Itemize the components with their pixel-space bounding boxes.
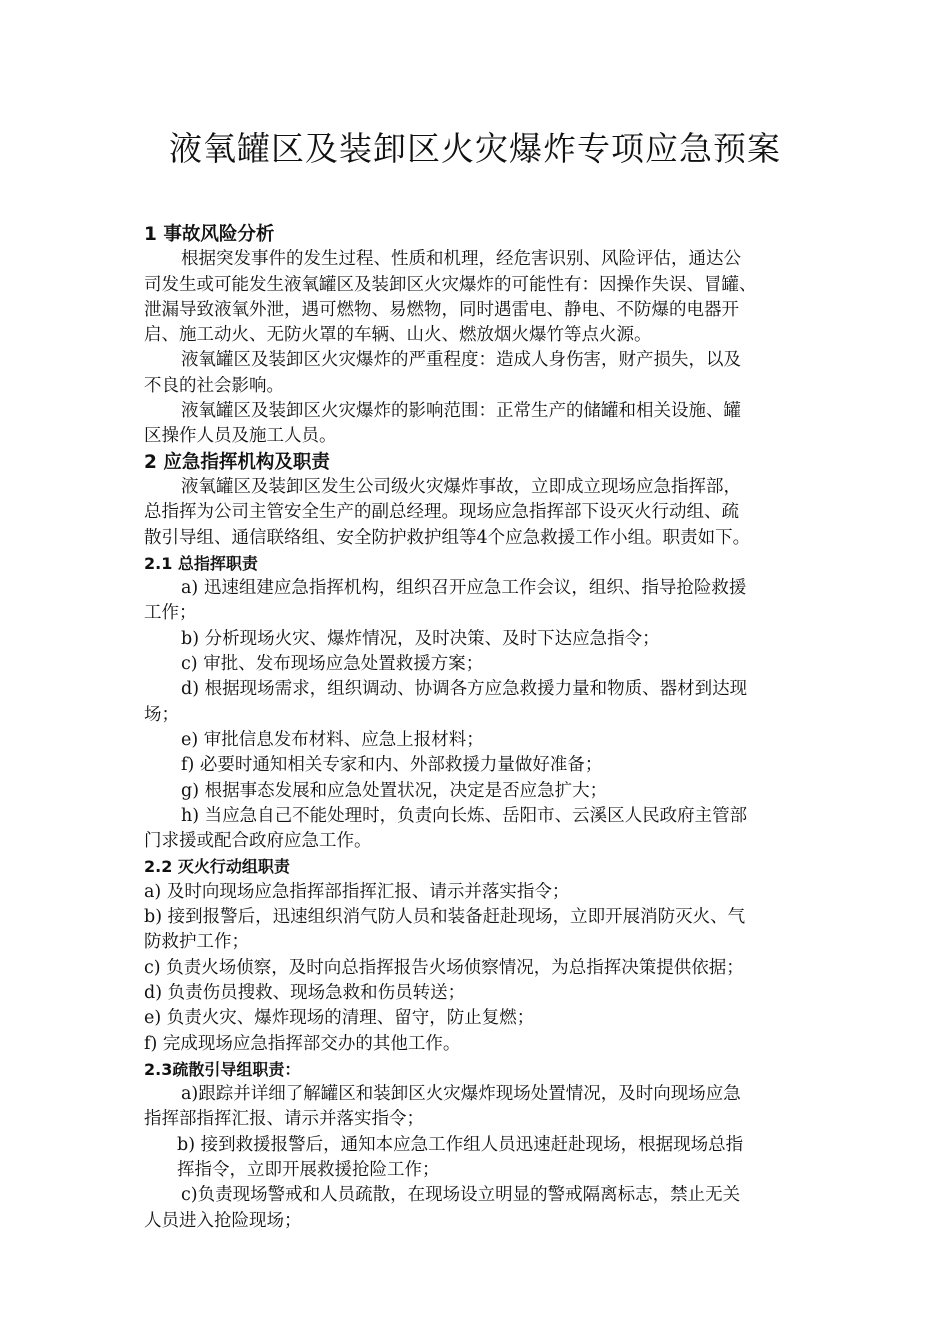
- subsection-heading: 2.2 灭火行动组职责: [144, 857, 290, 877]
- paragraph-line: c) 审批、发布现场应急处置救援方案；: [181, 654, 484, 675]
- paragraph-line: h) 当应急自己不能处理时，负责向长炼、岳阳市、云溪区人民政府主管部: [181, 805, 748, 826]
- subsection-heading: 2.1 总指挥职责: [144, 553, 258, 573]
- paragraph-line: 工作；: [144, 603, 197, 624]
- paragraph-line: 液氧罐区及装卸区火灾爆炸的影响范围：正常生产的储罐和相关设施、罐: [181, 401, 741, 422]
- section-heading: 1 事故风险分析: [144, 224, 275, 245]
- paragraph-line: 不良的社会影响。: [144, 375, 284, 396]
- paragraph-line: a) 迅速组建应急指挥机构，组织召开应急工作会议，组织、指导抢险救援: [181, 578, 747, 599]
- paragraph-line: d) 负责伤员搜救、现场急救和伤员转送；: [144, 982, 466, 1003]
- paragraph-line: b) 接到救援报警后，通知本应急工作组人员迅速赶赴现场，根据现场总指: [177, 1134, 744, 1155]
- paragraph-line: a)跟踪并详细了解罐区和装卸区火灾爆炸现场处置情况，及时向现场应急: [181, 1084, 741, 1105]
- section-heading: 2 应急指挥机构及职责: [144, 451, 330, 473]
- paragraph-line: 启、施工动火、无防火罩的车辆、山火、燃放烟火爆竹等点火源。: [144, 325, 652, 346]
- paragraph-line: 液氧罐区及装卸区火灾爆炸的严重程度：造成人身伤害，财产损失，以及: [181, 350, 741, 371]
- paragraph-line: 总指挥为公司主管安全生产的副总经理。现场应急指挥部下设灭火行动组、疏: [144, 502, 739, 523]
- document-body: [144, 222, 808, 1234]
- subsection-heading: 2.3疏散引导组职责：: [144, 1059, 301, 1079]
- paragraph-line: 指挥部指挥汇报、请示并落实指令；: [144, 1109, 424, 1130]
- paragraph-line: c) 负责火场侦察，及时向总指挥报告火场侦察情况，为总指挥决策提供依据；: [144, 957, 744, 978]
- paragraph-line: e) 审批信息发布材料、应急上报材料；: [181, 729, 484, 750]
- paragraph-line: g) 根据事态发展和应急处置状况，决定是否应急扩大；: [181, 780, 608, 801]
- paragraph-line: 人员进入抢险现场；: [144, 1210, 302, 1231]
- paragraph-line: 散引导组、通信联络组、安全防护救护组等4个应急救援工作小组。职责如下。: [144, 527, 751, 548]
- document-title: 液氧罐区及装卸区火灾爆炸专项应急预案: [169, 129, 781, 168]
- paragraph-line: 挥指令，立即开展救援抢险工作；: [177, 1159, 440, 1180]
- paragraph-line: c)负责现场警戒和人员疏散，在现场设立明显的警戒隔离标志，禁止无关: [181, 1185, 741, 1206]
- paragraph-line: 根据突发事件的发生过程、性质和机理，经危害识别、风险评估，通达公: [181, 249, 741, 270]
- paragraph-line: 液氧罐区及装卸区发生公司级火灾爆炸事故，立即成立现场应急指挥部，: [181, 476, 741, 497]
- paragraph-line: 泄漏导致液氧外泄，遇可燃物、易燃物，同时遇雷电、静电、不防爆的电器开: [144, 299, 739, 320]
- paragraph-line: b) 分析现场火灾、爆炸情况，及时决策、及时下达应急指令；: [181, 628, 660, 649]
- paragraph-line: f) 完成现场应急指挥部交办的其他工作。: [144, 1033, 461, 1054]
- paragraph-line: 区操作人员及施工人员。: [144, 426, 337, 447]
- paragraph-line: e) 负责火灾、爆炸现场的清理、留守，防止复燃；: [144, 1008, 535, 1029]
- paragraph-line: 门求援或配合政府应急工作。: [144, 831, 372, 852]
- paragraph-line: 司发生或可能发生液氧罐区及装卸区火灾爆炸的可能性有：因操作失误、冒罐、: [144, 274, 757, 295]
- paragraph-line: 场；: [144, 704, 179, 725]
- paragraph-line: b) 接到报警后，迅速组织消气防人员和装备赶赴现场，立即开展消防灭火、气: [144, 907, 746, 928]
- paragraph-line: a) 及时向现场应急指挥部指挥汇报、请示并落实指令；: [144, 881, 570, 902]
- paragraph-line: f) 必要时通知相关专家和内、外部救援力量做好准备；: [181, 755, 603, 776]
- paragraph-line: d) 根据现场需求，组织调动、协调各方应急救援力量和物质、器材到达现: [181, 679, 748, 700]
- paragraph-line: 防救护工作；: [144, 932, 249, 953]
